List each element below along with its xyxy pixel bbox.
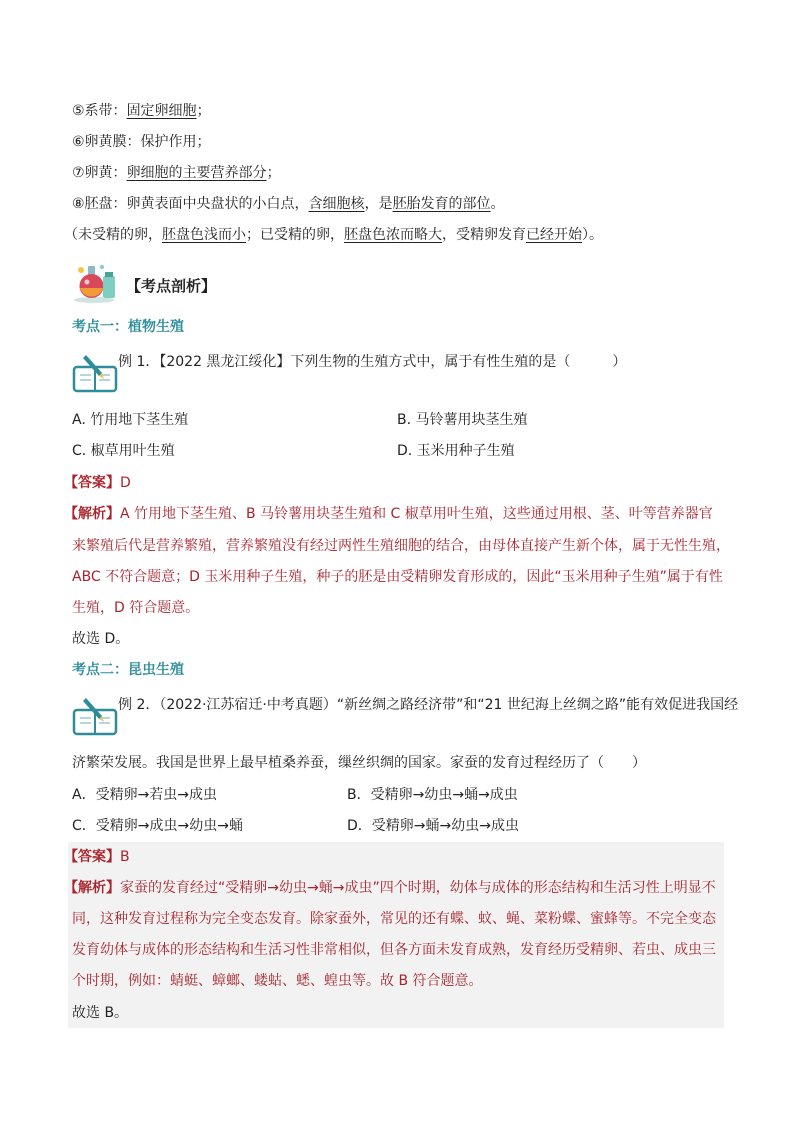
section-title: 【考点剖析】 bbox=[126, 277, 217, 295]
note-text: ⑥卵黄膜：保护作用； bbox=[72, 134, 211, 150]
option-d: D. 玉米用种子生殖 bbox=[397, 443, 515, 459]
analysis-1-line-3: ABC 不符合题意；D 玉米用种子生殖，种子的胚是由受精卵发育形成的，因此“玉米用种子生殖”属于有性 bbox=[72, 569, 723, 585]
option-b: B. 马铃薯用块茎生殖 bbox=[397, 412, 528, 428]
option-a: A. 竹用地下茎生殖 bbox=[72, 412, 189, 428]
analysis-2-line-4: 个时期，例如：蜻蜓、蟑螂、蝼蛄、蟋、蝗虫等。故 B 符合题意。 bbox=[72, 973, 483, 989]
option-d: D．受精卵→蛹→幼虫→成虫 bbox=[347, 818, 519, 834]
kaodian-2-title: 考点二：昆虫生殖 bbox=[72, 662, 184, 678]
analysis-label: 【解析】 bbox=[64, 880, 120, 896]
book-pencil-icon bbox=[72, 696, 118, 736]
note-text: 。 bbox=[490, 196, 505, 212]
note-text: ）。 bbox=[582, 227, 603, 243]
analysis-1-line-2: 来繁殖后代是营养繁殖，营养繁殖没有经过两性生殖细胞的结合，由母体直接产生新个体，属于无性生殖， bbox=[72, 538, 730, 554]
answer-label: 【答案】 bbox=[64, 849, 120, 865]
option-c: C．受精卵→成虫→幼虫→蛹 bbox=[72, 818, 243, 834]
flask-icon bbox=[72, 262, 122, 304]
note-item-8 bbox=[72, 194, 505, 214]
note-item-5 bbox=[72, 101, 211, 121]
note-item-6 bbox=[72, 132, 211, 152]
answer-value: B bbox=[120, 849, 130, 865]
note-item-7 bbox=[72, 163, 281, 183]
analysis-2-line-3: 发育幼体与成体的形态结构和生活习性非常相似，但各方面未发育成熟，发育经历受精卵、若虫、成虫三 bbox=[72, 942, 716, 958]
note-text: ，受精卵发育 bbox=[442, 227, 526, 243]
question-2-line-1: 例 2．（2022·江苏宿迁·中考真题）“新丝绸之路经济带”和“21 世纪海上丝绸之路”能有效促进我国经 bbox=[118, 697, 739, 713]
note-text: ，是 bbox=[364, 196, 393, 212]
answer-2 bbox=[64, 847, 130, 867]
option-c: C. 椒草用叶生殖 bbox=[72, 443, 175, 459]
note-key-text: 卵细胞的主要营养部分 bbox=[126, 165, 267, 181]
conclusion-1: 故选 D。 bbox=[72, 631, 130, 647]
option-b: B．受精卵→幼虫→蛹→成虫 bbox=[347, 787, 518, 803]
note-key-text: 已经开始 bbox=[526, 227, 582, 243]
answer-panel-background bbox=[68, 842, 724, 1028]
note-label: ⑤系带： bbox=[72, 103, 127, 119]
note-key-text: 固定卵细胞 bbox=[126, 103, 197, 119]
note-key-text: 胚胎发育的部位 bbox=[392, 196, 491, 212]
analysis-2-line-2: 同，这种发育过程称为完全变态发育。除家蚕外，常见的还有蝶、蚊、蝇、菜粉蝶、蜜蜂等。不完全变态 bbox=[72, 911, 716, 927]
analysis-text: A 竹用地下茎生殖、B 马铃薯用块茎生殖和 C 椒草用叶生殖，这些通过用根、茎、叶等营养器官 bbox=[120, 506, 713, 522]
kaodian-1-title: 考点一：植物生殖 bbox=[72, 319, 184, 335]
answer-1 bbox=[64, 473, 131, 493]
note-key-text: 胚盘色浓而略大 bbox=[344, 227, 442, 243]
question-1: 例 1．【2022 黑龙江绥化】下列生物的生殖方式中，属于有性生殖的是（ ） bbox=[118, 354, 627, 370]
question-2-line-2: 济繁荣发展。我国是世界上最早植桑养蚕，缫丝织绸的国家。家蚕的发育过程经历了（ ） bbox=[72, 755, 646, 771]
note-end: ； bbox=[196, 103, 211, 119]
note-text: ⑧胚盘：卵黄表面中央盘状的小白点， bbox=[72, 196, 309, 212]
note-item-9 bbox=[64, 225, 603, 245]
note-end: ； bbox=[266, 165, 281, 181]
analysis-1-line-4: 生殖，D 符合题意。 bbox=[72, 600, 200, 616]
answer-value: D bbox=[120, 475, 131, 491]
conclusion-2: 故选 B。 bbox=[72, 1005, 129, 1021]
note-key-text: 含细胞核 bbox=[308, 196, 365, 212]
option-a: A．受精卵→若虫→成虫 bbox=[72, 787, 218, 803]
book-pencil-icon bbox=[72, 353, 118, 393]
analysis-label: 【解析】 bbox=[64, 506, 120, 522]
analysis-2-line-1 bbox=[64, 878, 716, 898]
analysis-text: 家蚕的发育经过“受精卵→幼虫→蛹→成虫”四个时期，幼体与成体的形态结构和生活习性上明显不 bbox=[120, 880, 716, 896]
analysis-1-line-1 bbox=[64, 504, 713, 524]
note-key-text: 胚盘色浅而小 bbox=[162, 227, 246, 243]
note-label: ⑦卵黄： bbox=[72, 165, 127, 181]
note-text: （未受精的卵， bbox=[64, 227, 162, 243]
note-text: ；已受精的卵， bbox=[246, 227, 344, 243]
answer-label: 【答案】 bbox=[64, 475, 120, 491]
